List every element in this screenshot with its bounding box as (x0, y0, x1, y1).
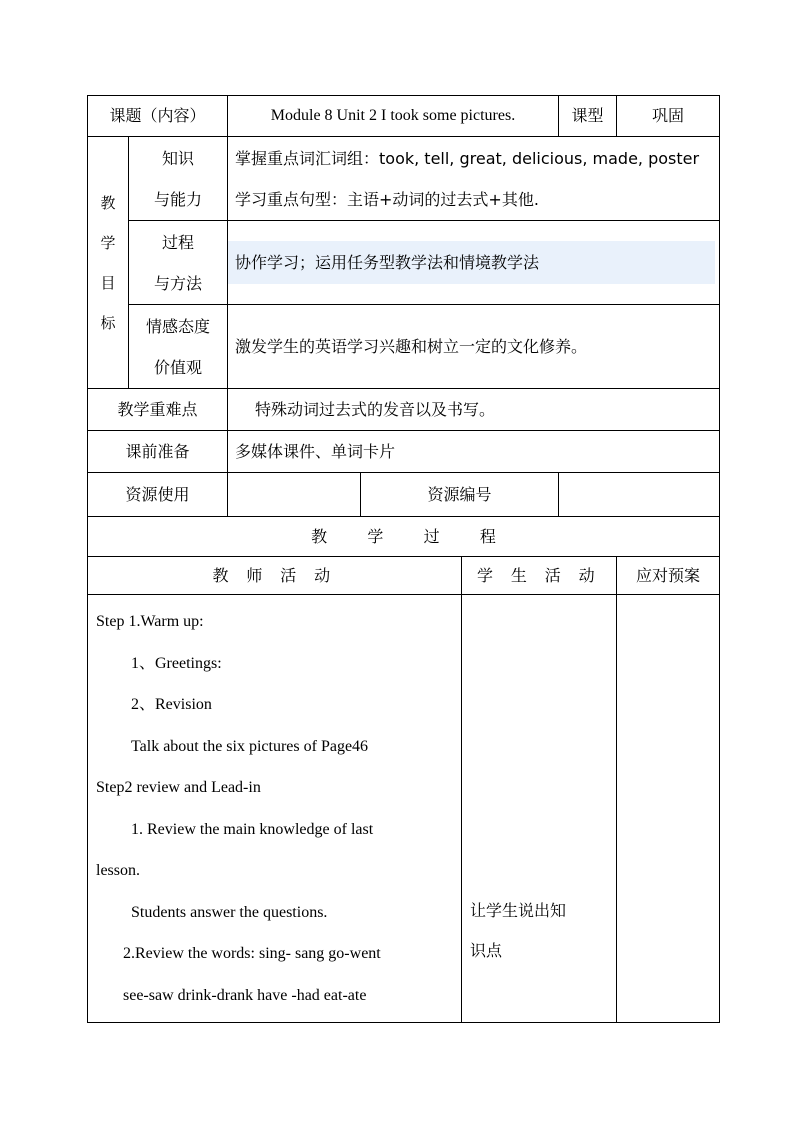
topic-label: 课题（内容） (88, 96, 228, 137)
teacher-activity-header (88, 557, 462, 595)
difficulty-label: 教学重难点 (88, 389, 228, 431)
lesson-plan-table (87, 95, 720, 1023)
teacher-activity-header-text: 教 师 活 动 (212, 565, 337, 585)
teacher-line-9: 2.Review the words: sing- sang go-went (123, 945, 381, 962)
knowledge-line-2: 学习重点句型：主语+动词的过去式+其他. (235, 189, 539, 209)
preparation-value: 多媒体课件、单词卡片 (228, 431, 720, 473)
emotion-label-line2: 价值观 (153, 357, 202, 377)
resource-id-label: 资源编号 (361, 473, 559, 517)
contingency-plan-content (617, 595, 720, 1023)
topic-value: Module 8 Unit 2 I took some pictures. (228, 96, 559, 137)
process-method-label-line2: 与方法 (153, 273, 202, 293)
teacher-line-2: 1、Greetings: (131, 654, 222, 672)
teacher-line-5: Step2 review and Lead-in (96, 779, 261, 796)
contingency-plan-header: 应对预案 (617, 557, 720, 595)
objectives-char-1: 教 (100, 193, 116, 212)
resources-label: 资源使用 (88, 473, 228, 517)
resource-id-value (559, 473, 720, 517)
teacher-line-6: 1. Review the main knowledge of last (131, 820, 374, 838)
emotion-content: 激发学生的英语学习兴趣和树立一定的文化修养。 (228, 305, 720, 389)
student-activity-header-text: 学 生 活 动 (476, 565, 602, 585)
process-method-content (228, 221, 720, 305)
process-method-label (129, 221, 228, 305)
lesson-type-value: 巩固 (617, 96, 720, 137)
student-note-line-2: 识点 (470, 941, 503, 960)
process-method-label-line1: 过程 (161, 232, 194, 252)
objectives-char-2: 学 (100, 233, 116, 252)
teacher-line-3: 2、Revision (131, 696, 212, 713)
teacher-line-4: Talk about the six pictures of Page46 (131, 737, 369, 755)
teacher-line-8: Students answer the questions. (131, 903, 328, 921)
teaching-process-title-text: 教 学 过 程 (311, 526, 496, 546)
objectives-group-label (88, 137, 129, 389)
knowledge-content (228, 137, 720, 221)
resources-value (228, 473, 361, 517)
teacher-line-1: Step 1.Warm up: (96, 613, 204, 630)
teaching-process-title (88, 517, 720, 557)
process-method-text: 协作学习；运用任务型教学法和情境教学法 (228, 241, 715, 284)
emotion-label-line1: 情感态度 (145, 316, 210, 336)
knowledge-line-1: 掌握重点词汇词组：took, tell, great, delicious, made, poster (235, 148, 700, 168)
teacher-line-10: see-saw drink-drank have -had eat-ate (123, 986, 367, 1004)
difficulty-value: 特殊动词过去式的发音以及书写。 (228, 389, 720, 431)
knowledge-label-line2: 与能力 (153, 189, 202, 209)
teacher-line-7: lesson. (96, 862, 140, 879)
objectives-char-4: 标 (100, 313, 116, 332)
student-activity-header (462, 557, 617, 595)
student-note-line-1: 让学生说出知 (470, 901, 567, 920)
knowledge-label-line1: 知识 (161, 148, 194, 168)
knowledge-label (129, 137, 228, 221)
objectives-char-3: 目 (100, 273, 116, 292)
emotion-label (129, 305, 228, 389)
preparation-label: 课前准备 (88, 431, 228, 473)
student-activity-content (462, 595, 617, 1023)
teacher-activity-content (88, 595, 462, 1023)
lesson-type-label: 课型 (559, 96, 617, 137)
